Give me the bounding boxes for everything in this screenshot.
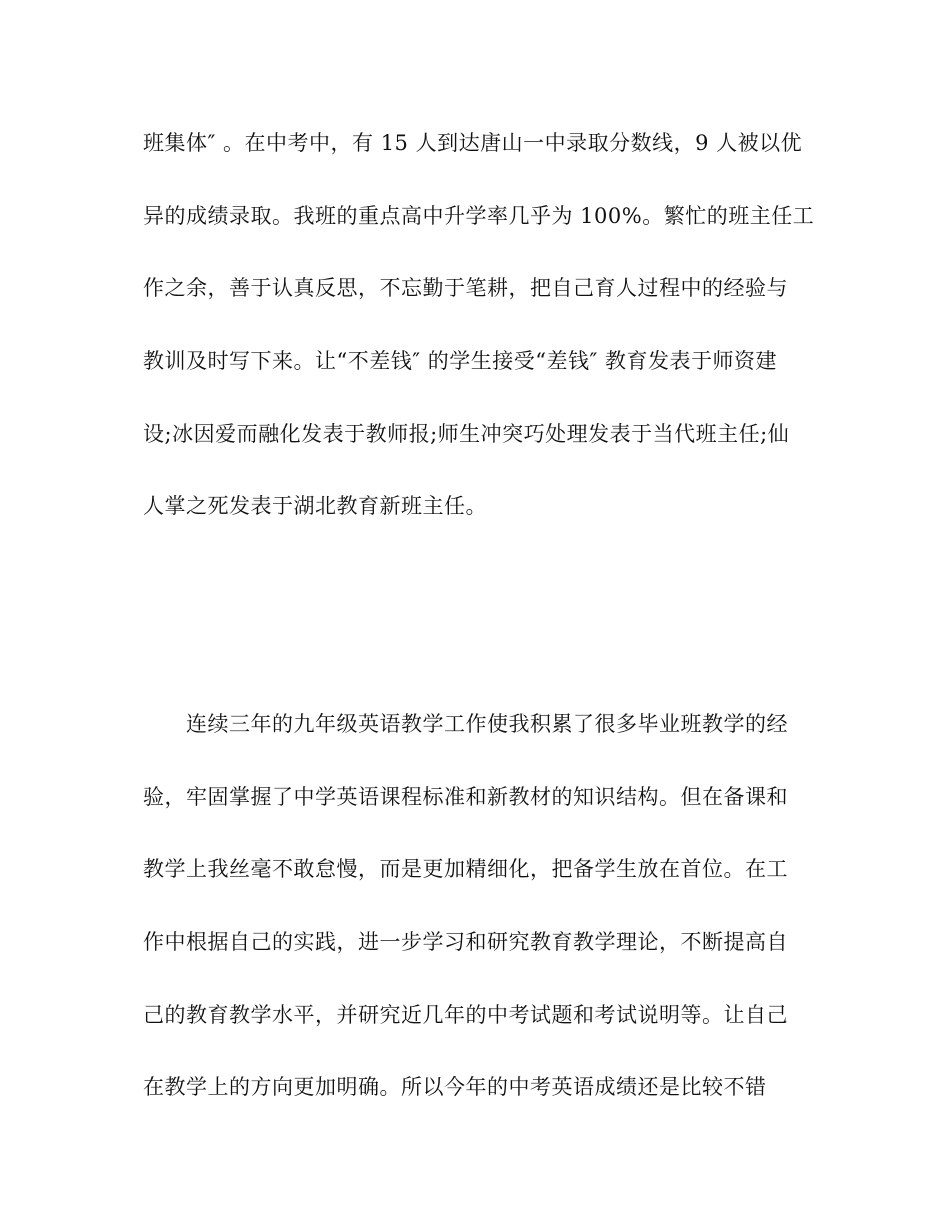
text-line: 在教学上的方向更加明确。所以今年的中考英语成绩还是比较不错 xyxy=(143,1075,767,1099)
text-line: 异的成绩录取。我班的重点高中升学率几乎为 100%。繁忙的班主任工 xyxy=(143,204,815,228)
text-line: 作中根据自己的实践，进一步学习和研究教育教学理论，不断提高自 xyxy=(143,930,788,954)
text-line: 教学上我丝毫不敢怠慢，而是更加精细化，把备学生放在首位。在工 xyxy=(143,857,788,881)
text-line: 己的教育教学水平，并研究近几年的中考试题和考试说明等。让自己 xyxy=(143,1003,788,1027)
text-line: 作之余，善于认真反思，不忘勤于笔耕，把自己育人过程中的经验与 xyxy=(143,276,788,300)
text-line: 教训及时写下来。让“不差钱″ 的学生接受“差钱″ 教育发表于师资建 xyxy=(143,349,778,373)
text-line: 连续三年的九年级英语教学工作使我积累了很多毕业班教学的经 xyxy=(186,712,788,736)
text-line: 设;冰因爱而融化发表于教师报;师生冲突巧处理发表于当代班主任;仙 xyxy=(143,422,790,446)
text-line: 验，牢固掌握了中学英语课程标准和新教材的知识结构。但在备课和 xyxy=(143,785,788,809)
text-line: 人掌之死发表于湖北教育新班主任。 xyxy=(143,494,487,518)
text-line: 班集体″ 。在中考中，有 15 人到达唐山一中录取分数线，9 人被以优 xyxy=(143,131,803,155)
